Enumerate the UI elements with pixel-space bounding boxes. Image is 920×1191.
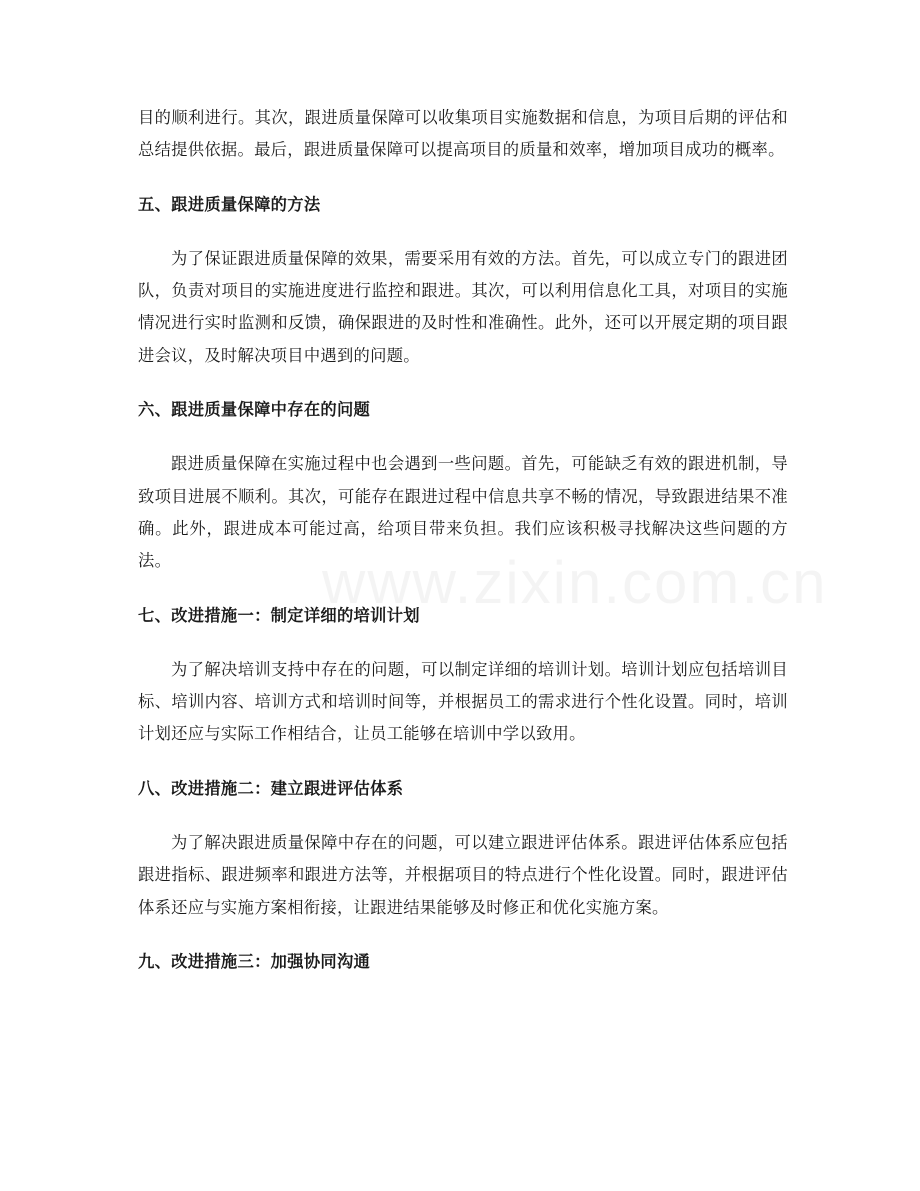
paragraph-section-7: 为了解决培训支持中存在的问题，可以制定详细的培训计划。培训计划应包括培训目标、培训内容、培训方式和培训时间等，并根据员工的需求进行个性化设置。同时，培训计划还应与实际工作相结合，让员工能够在培训中学以致用。 (138, 659, 788, 744)
paragraph-section-8: 为了解决跟进质量保障中存在的问题，可以建立跟进评估体系。跟进评估体系应包括跟进指标、跟进频率和跟进方法等，并根据项目的特点进行个性化设置。同时，跟进评估体系还应与实施方案相衔接，让跟进结果能够及时修正和优化实施方案。 (138, 833, 788, 917)
section-heading-6: 六、跟进质量保障中存在的问题 (138, 400, 371, 420)
paragraph-intro-continued: 目的顺利进行。其次，跟进质量保障可以收集项目实施数据和信息，为项目后期的评估和总结提供依据。最后，跟进质量保障可以提高项目的质量和效率，增加项目成功的概率。 (138, 108, 788, 160)
section-heading-5: 五、跟进质量保障的方法 (138, 194, 321, 214)
section-heading-7: 七、改进措施一：制定详细的培训计划 (138, 605, 420, 625)
section-heading-8: 八、改进措施二：建立跟进评估体系 (138, 778, 404, 798)
paragraph-section-5: 为了保证跟进质量保障的效果，需要采用有效的方法。首先，可以成立专门的跟进团队，负责对项目的实施进度进行监控和跟进。其次，可以利用信息化工具，对项目的实施情况进行实时监测和反馈，确保跟进的及时性和准确性。此外，还可以开展定期的项目跟进会议，及时解决项目中遇到的问题。 (138, 248, 788, 365)
section-heading-9: 九、改进措施三：加强协同沟通 (138, 951, 371, 971)
document-body (138, 102, 788, 978)
paragraph-section-6: 跟进质量保障在实施过程中也会遇到一些问题。首先，可能缺乏有效的跟进机制，导致项目进展不顺利。其次，可能存在跟进过程中信息共享不畅的情况，导致跟进结果不准确。此外，跟进成本可能过高，给项目带来负担。我们应该积极寻找解决这些问题的方法。 (138, 454, 788, 571)
